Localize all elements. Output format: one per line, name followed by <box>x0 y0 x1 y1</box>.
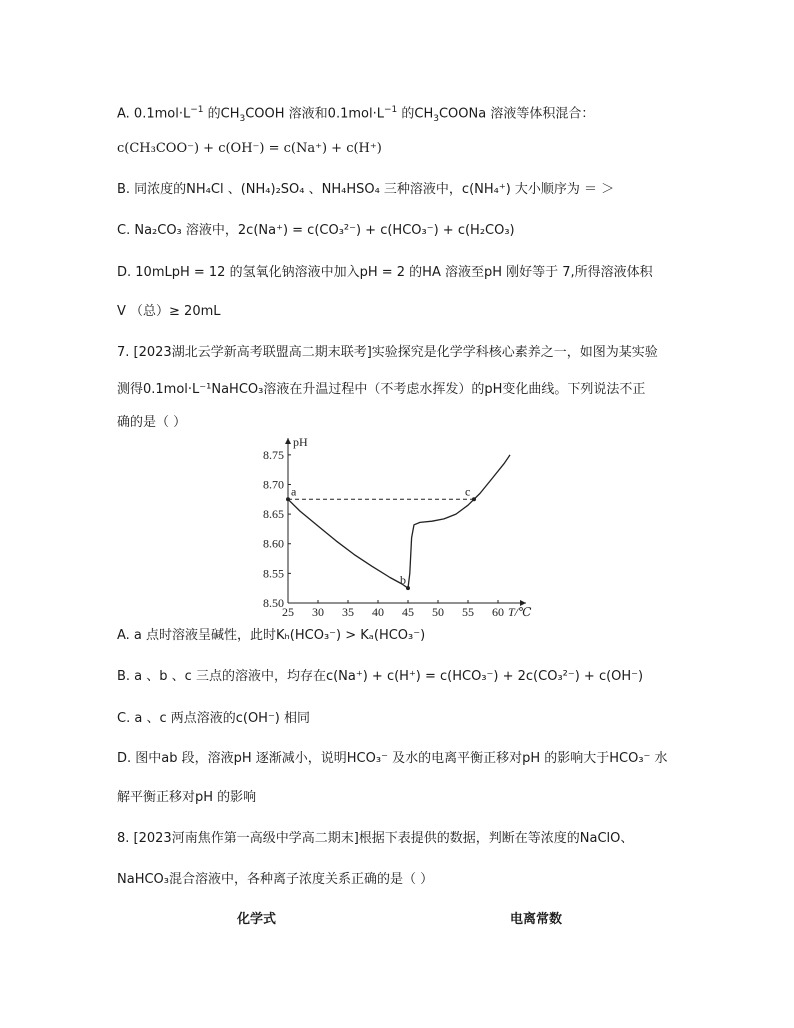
point-label-b: b <box>400 573 406 588</box>
x-axis-label: T/℃ <box>508 605 532 619</box>
y-tick-label: 8.55 <box>263 566 284 581</box>
q6-option-d-line1: D. 10mLpH = 12 的氢氧化钠溶液中加入pH = 2 的HA 溶液至pH 刚好等于 7,所得溶液体积 <box>117 265 653 280</box>
point-b <box>406 586 410 590</box>
x-tick-label: 45 <box>402 605 414 619</box>
table-header-constant: 电离常数 <box>510 912 563 927</box>
q7-stem-line2: 测得0.1mol·L⁻¹NaHCO₃溶液在升温过程中（不考虑水挥发）的pH变化曲线。下列说法不正 <box>117 382 646 397</box>
ph-curve <box>288 455 510 588</box>
q6-option-a-line1: A. $0.1mol\cdot L^{-1}$ 的$CH_3COOH$ 溶液和$0.1mol\cdot L^{-1}$ 的$CH_3COONa$ 溶液等体积混合： <box>117 105 595 124</box>
point-c <box>472 497 476 501</box>
table-header-formula: 化学式 <box>237 912 277 927</box>
y-tick-label: 8.70 <box>263 477 284 492</box>
x-tick-label: 50 <box>432 605 444 619</box>
x-tick-label: 35 <box>342 605 354 619</box>
point-label-c: c <box>465 484 471 499</box>
ph-temperature-chart <box>254 432 544 622</box>
q6-option-c: C. Na₂CO₃ 溶液中，2c(Na⁺) = c(CO₃²⁻) + c(HCO₃⁻) + c(H₂CO₃) <box>117 223 515 238</box>
q7-stem-line1: 7. [2023湖北云学新高考联盟高二期末联考]实验探究是化学学科核心素养之一，如图为某实验 <box>117 345 658 360</box>
q7-option-d-line2: 解平衡正移对pH 的影响 <box>117 790 257 805</box>
point-label-a: a <box>291 484 297 499</box>
x-tick-label: 40 <box>372 605 384 619</box>
y-tick-label: 8.75 <box>263 447 284 462</box>
x-tick-label: 30 <box>312 605 324 619</box>
q6-option-d-line2: V （总）≥ 20mL <box>117 304 221 319</box>
point-a <box>286 497 290 501</box>
x-tick-label: 25 <box>282 605 294 619</box>
q7-stem-line3: 确的是（ ） <box>117 415 187 430</box>
q7-option-d-line1: D. 图中ab 段，溶液pH 逐渐减小，说明HCO₃⁻ 及水的电离平衡正移对pH 的影响大于HCO₃⁻ 水 <box>117 751 668 766</box>
x-tick-label: 55 <box>462 605 474 619</box>
x-tick-label: 60 <box>492 605 504 619</box>
y-tick-label: 8.50 <box>263 596 284 610</box>
q7-option-a: A. a 点时溶液呈碱性，此时Kₕ(HCO₃⁻) > Kₐ(HCO₃⁻) <box>117 628 426 643</box>
y-tick-label: 8.60 <box>263 536 284 551</box>
y-tick-label: 8.65 <box>263 507 284 522</box>
q7-option-b: B. a 、b 、c 三点的溶液中，均存在c(Na⁺) + c(H⁺) = c(HCO₃⁻) + 2c(CO₃²⁻) + c(OH⁻) <box>117 669 644 684</box>
q7-option-c: C. a 、c 两点溶液的c(OH⁻) 相同 <box>117 711 311 726</box>
q6-option-b: B. 同浓度的NH₄Cl 、(NH₄)₂SO₄ 、NH₄HSO₄ 三种溶液中，c(NH₄⁺) 大小顺序为 ＝ ＞ <box>117 182 615 197</box>
q8-stem-line1: 8. [2023河南焦作第一高级中学高二期末]根据下表提供的数据，判断在等浓度的NaClO、 <box>117 831 634 846</box>
y-axis-arrow <box>285 438 291 444</box>
q6-option-a-line2: c(CH₃COO⁻) + c(OH⁻) = c(Na⁺) + c(H⁺) <box>117 141 382 156</box>
q8-stem-line2: NaHCO₃混合溶液中，各种离子浓度关系正确的是（ ） <box>117 872 434 887</box>
y-axis-label: pH <box>293 435 308 449</box>
